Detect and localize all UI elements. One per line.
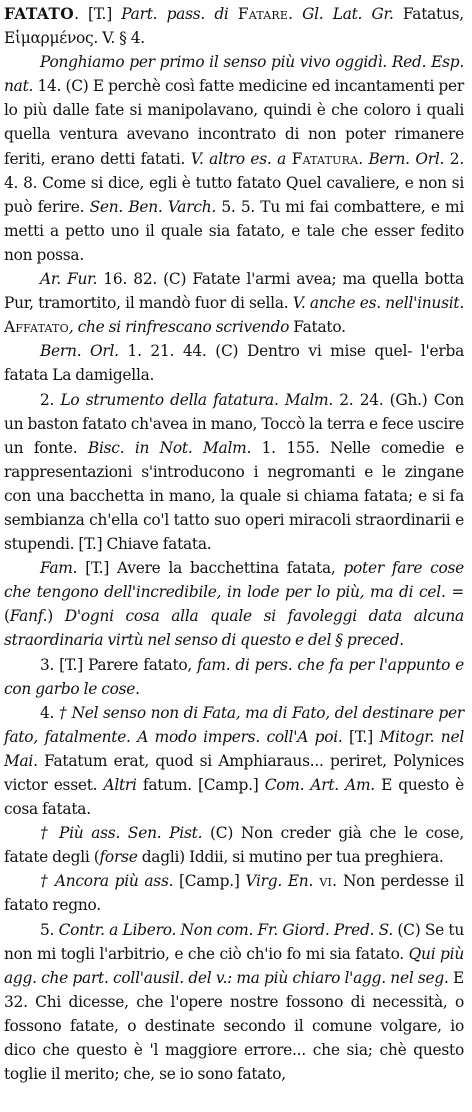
s5-b1: (C) Se tu non mi togli l'arbitrio, e che ciò ch'io fo mi sia fatato. [4, 920, 464, 963]
head-latin: Fatatus, Εἱμαρμένος. V. § 4. [4, 5, 464, 48]
s4-it1: † Nel senso non di Fata, ma di Fato, del destinare per fato, fatalmente. A modo impers. coll'A poi. [4, 703, 464, 746]
paragraph-4 [4, 821, 464, 869]
s5-b2: E 32. Chi dicesse, che l'opere nostre fossono di necessità, o fossono fatate, o destinate secondo il comune volgare, io dico che questo è 'l maggiore errore... che sia; chè questo toglie il merito; che, se io sono fatato, [4, 968, 464, 1084]
s2-bisc: Bisc. in Not. Malm. [77, 438, 252, 457]
p2-b1: 16. 82. (C) Fatate l'armi avea; ma quella botta Pur, tramortito, il mandò fuor di sella. [4, 270, 464, 313]
sense-2 [4, 388, 464, 557]
fam-b: [T.] Avere la bacchettina fatata, [77, 559, 336, 578]
paragraph-2 [4, 267, 464, 339]
s2-num: 2. [40, 390, 55, 409]
s4-it2: Mitogr. nel Mai. [4, 727, 464, 770]
p3-b: 1. 21. 44. (C) Dentro vi mise quel- l'erba fatata La damigella. [4, 342, 464, 385]
s3-it: fam. di pers. che fa per l'appunto e con garbo le cose. [4, 655, 464, 698]
paragraph-1 [4, 50, 464, 267]
fam-it2: D'ogni cosa alla quale si favoleggi data alcuna straordinaria virtù nel senso di questo e del § preced. [4, 607, 464, 650]
s3-b: [T.] Parere fatato, [54, 655, 193, 674]
p1-b2: 5. 5. Tu mi fai combattere, e mi metti a petto uno il quale sia fatato, e tale che esser fedito non possa. [4, 197, 465, 264]
p5-it: † Ancora più ass. [40, 872, 174, 891]
fam-b3: ) [47, 607, 54, 626]
head-tag: [T.] [88, 5, 112, 23]
paragraph-3 [4, 339, 464, 387]
s2-b2: 1. 155. Nelle comedie e rappresentazioni s'introducono i negromanti e le zingane con una bacchetta in mano, la quale si chiama fatata; e si fa sembianza ch'ella co'l tatto suo operi miracoli straordinarii e stupendi. [T.] Chiave fatata. [4, 438, 464, 554]
p5-it2: Virg. En. [239, 872, 314, 891]
p1-v: V. altro es. a [185, 149, 287, 168]
head-def-a: Part. pass. di [121, 5, 229, 23]
p2-v: V. anche es. nell'inusit. [288, 294, 464, 313]
s5-it1: Contr. a Libero. Non com. Fr. Giord. Pred. S. [54, 920, 394, 939]
sense-4 [4, 701, 464, 821]
fam-it1: poter fare cose che tengono dell'incredibile, in lode per lo più, ma di cel. [4, 559, 464, 602]
p5-b: [Camp.] [173, 872, 240, 891]
p1-rest: 14. (C) E perchè così fatte medicine ed incantamenti per lo più dalle fate si manipolavano, quindi è che coloro i quali quella ventura avevano incontrato di non poter rimanere feriti, erano detti fatati. [4, 77, 464, 168]
s4-num: 4. [40, 703, 55, 722]
p5-b2: Non perdesse il fatato regno. [4, 872, 464, 915]
s4-b4: E questo è cosa fatata. [4, 776, 464, 819]
sense-3 [4, 653, 464, 701]
p2-ar: Ar. Fur. [40, 270, 98, 289]
s4-b2: Fatatum erat, quod si Amphiaraus... periret, Polynices victor esset. [4, 751, 464, 794]
s4-b1: [T.] [342, 727, 373, 746]
s4-it4: Com. Art. Am. [258, 776, 375, 794]
p4-it: † Più ass. Sen. Pist. [40, 824, 203, 843]
head-def-ref: Fatare [237, 5, 289, 23]
sense-5 [4, 918, 464, 1087]
s4-b3: fatum. [Camp.] [136, 776, 259, 794]
head-def-b: . Gl. Lat. Gr. [288, 5, 394, 23]
s5-it2: Qui più agg. che part. coll'ausil. del v.: ma più chiaro l'agg. nel seg. [4, 944, 464, 987]
p1-vref: Fatatura [291, 149, 359, 168]
s2-it: Lo strumento della fatatura. Malm. [54, 390, 333, 409]
p4-b: (C) Non creder già che le cose, fatate degli ( [4, 824, 465, 867]
paragraph-fam [4, 556, 464, 652]
p1-italic: Ponghiamo per primo il senso più vivo oggidì. Red. Esp. nat. [4, 53, 464, 96]
s4-it3: Altri [97, 776, 137, 794]
p2-vref: Affatato [4, 318, 69, 337]
p2-v2: , che si rinfrescano scrivendo [68, 318, 290, 337]
entry-fatato [4, 2, 464, 1086]
p3-bern: Bern. Orl. [40, 342, 119, 361]
fam-a: Fam. [40, 559, 78, 578]
fam-fanf: Fanf. [9, 607, 48, 626]
p1-b1: 2. 4. 8. Come si dice, egli è tutto fatato Quel cavaliere, e non si può ferire. [4, 149, 464, 216]
s2-b1: 2. 24. (Gh.) Con un baston fatato ch'avea in mano, Toccò la terra e fece uscire un fonte. [4, 390, 464, 457]
p4-b2: dagli) Iddii, si mutino per tua preghiera. [137, 848, 444, 867]
p5-vi: vi. [313, 872, 338, 891]
p4-forse: forse [99, 848, 138, 867]
p1-sen: Sen. Ben. Varch. [84, 197, 217, 216]
p1-bern: . Bern. Orl. [358, 149, 445, 168]
paragraph-5 [4, 869, 464, 917]
fam-b2: = ( [4, 583, 464, 626]
s3-num: 3. [40, 655, 55, 674]
headword: FATATO [4, 5, 75, 23]
s5-num: 5. [40, 920, 55, 939]
entry-head: FATATO. [T.] Part. pass. di Fatare. Gl. Lat. Gr. Fatatus, Εἱμαρμένος. V. § 4. [4, 5, 464, 48]
p2-b2: Fatato. [289, 318, 346, 337]
